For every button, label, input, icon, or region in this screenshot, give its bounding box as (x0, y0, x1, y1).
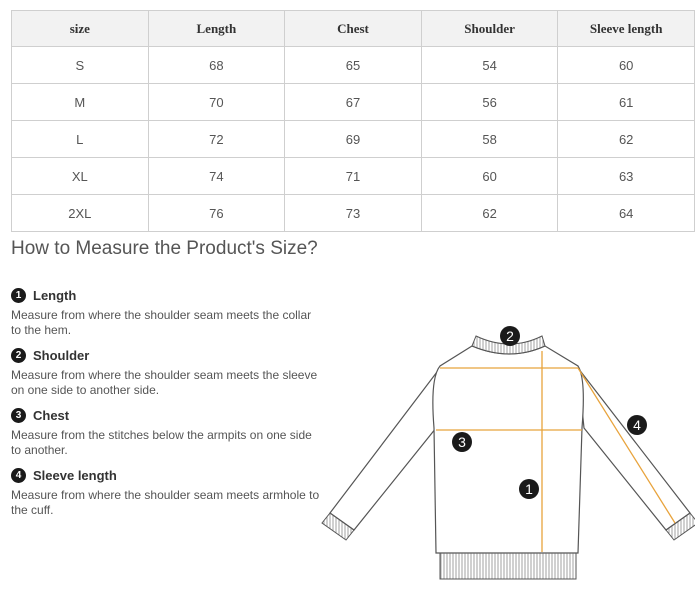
table-row (12, 47, 695, 84)
number-4-icon: 4 (11, 468, 26, 483)
header-length: Length (148, 11, 285, 47)
table-cell: 65 (285, 47, 422, 84)
header-shoulder: Shoulder (421, 11, 558, 47)
marker-1-icon (519, 479, 539, 499)
size-chart-table (11, 10, 695, 232)
instruction-title-text: Chest (33, 407, 70, 423)
svg-text:2: 2 (506, 328, 514, 344)
table-row (12, 158, 695, 195)
table-cell: 60 (558, 47, 695, 84)
instruction-chest (11, 407, 321, 458)
number-1-icon: 1 (11, 288, 26, 303)
table-cell: 70 (148, 84, 285, 121)
table-cell: 64 (558, 195, 695, 232)
table-cell: S (12, 47, 149, 84)
table-cell: 60 (421, 158, 558, 195)
table-cell: 61 (558, 84, 695, 121)
table-row (12, 195, 695, 232)
marker-2-icon (500, 326, 520, 346)
instruction-title (11, 287, 321, 303)
table-cell: 54 (421, 47, 558, 84)
table-cell: 76 (148, 195, 285, 232)
instruction-title (11, 467, 321, 483)
table-cell: 62 (558, 121, 695, 158)
table-cell: 71 (285, 158, 422, 195)
table-row (12, 84, 695, 121)
marker-4-icon (627, 415, 647, 435)
measure-heading: How to Measure the Product's Size? (11, 238, 318, 259)
instruction-desc: Measure from where the shoulder seam meets the sleeve on one side to another side. (11, 368, 318, 397)
instruction-title-text: Length (33, 287, 77, 303)
svg-text:1: 1 (525, 481, 533, 497)
header-size: size (12, 11, 149, 47)
instruction-shoulder (11, 347, 321, 398)
table-cell: 58 (421, 121, 558, 158)
table-cell: M (12, 84, 149, 121)
instruction-title-text: Shoulder (33, 347, 90, 363)
table-cell: 68 (148, 47, 285, 84)
number-2-icon: 2 (11, 348, 26, 363)
table-cell: L (12, 121, 149, 158)
table-cell: 72 (148, 121, 285, 158)
header-sleeve-length: Sleeve length (558, 11, 695, 47)
table-cell: 74 (148, 158, 285, 195)
instruction-desc: Measure from where the shoulder seam meets the collar to the hem. (11, 308, 312, 337)
instruction-title (11, 347, 321, 363)
table-cell: 69 (285, 121, 422, 158)
instruction-title (11, 407, 321, 423)
instruction-length (11, 287, 321, 338)
instruction-desc: Measure from where the shoulder seam meets armhole to the cuff. (11, 488, 320, 517)
table-row (12, 121, 695, 158)
hem-rib-icon (440, 553, 576, 579)
table-cell: 2XL (12, 195, 149, 232)
table-cell: 73 (285, 195, 422, 232)
instruction-title-text: Sleeve length (33, 467, 117, 483)
table-cell: 62 (421, 195, 558, 232)
table-cell: 56 (421, 84, 558, 121)
table-cell: 63 (558, 158, 695, 195)
svg-text:4: 4 (633, 417, 641, 433)
table-cell: 67 (285, 84, 422, 121)
marker-3-icon (452, 432, 472, 452)
svg-text:3: 3 (458, 434, 466, 450)
instruction-desc: Measure from the stitches below the armpits on one side to another. (11, 428, 312, 457)
number-3-icon: 3 (11, 408, 26, 423)
table-cell: XL (12, 158, 149, 195)
sweater-outline-icon (330, 346, 690, 553)
header-chest: Chest (285, 11, 422, 47)
sweater-diagram (320, 318, 695, 584)
instruction-sleeve-length (11, 467, 321, 518)
table-header-row (12, 11, 695, 47)
